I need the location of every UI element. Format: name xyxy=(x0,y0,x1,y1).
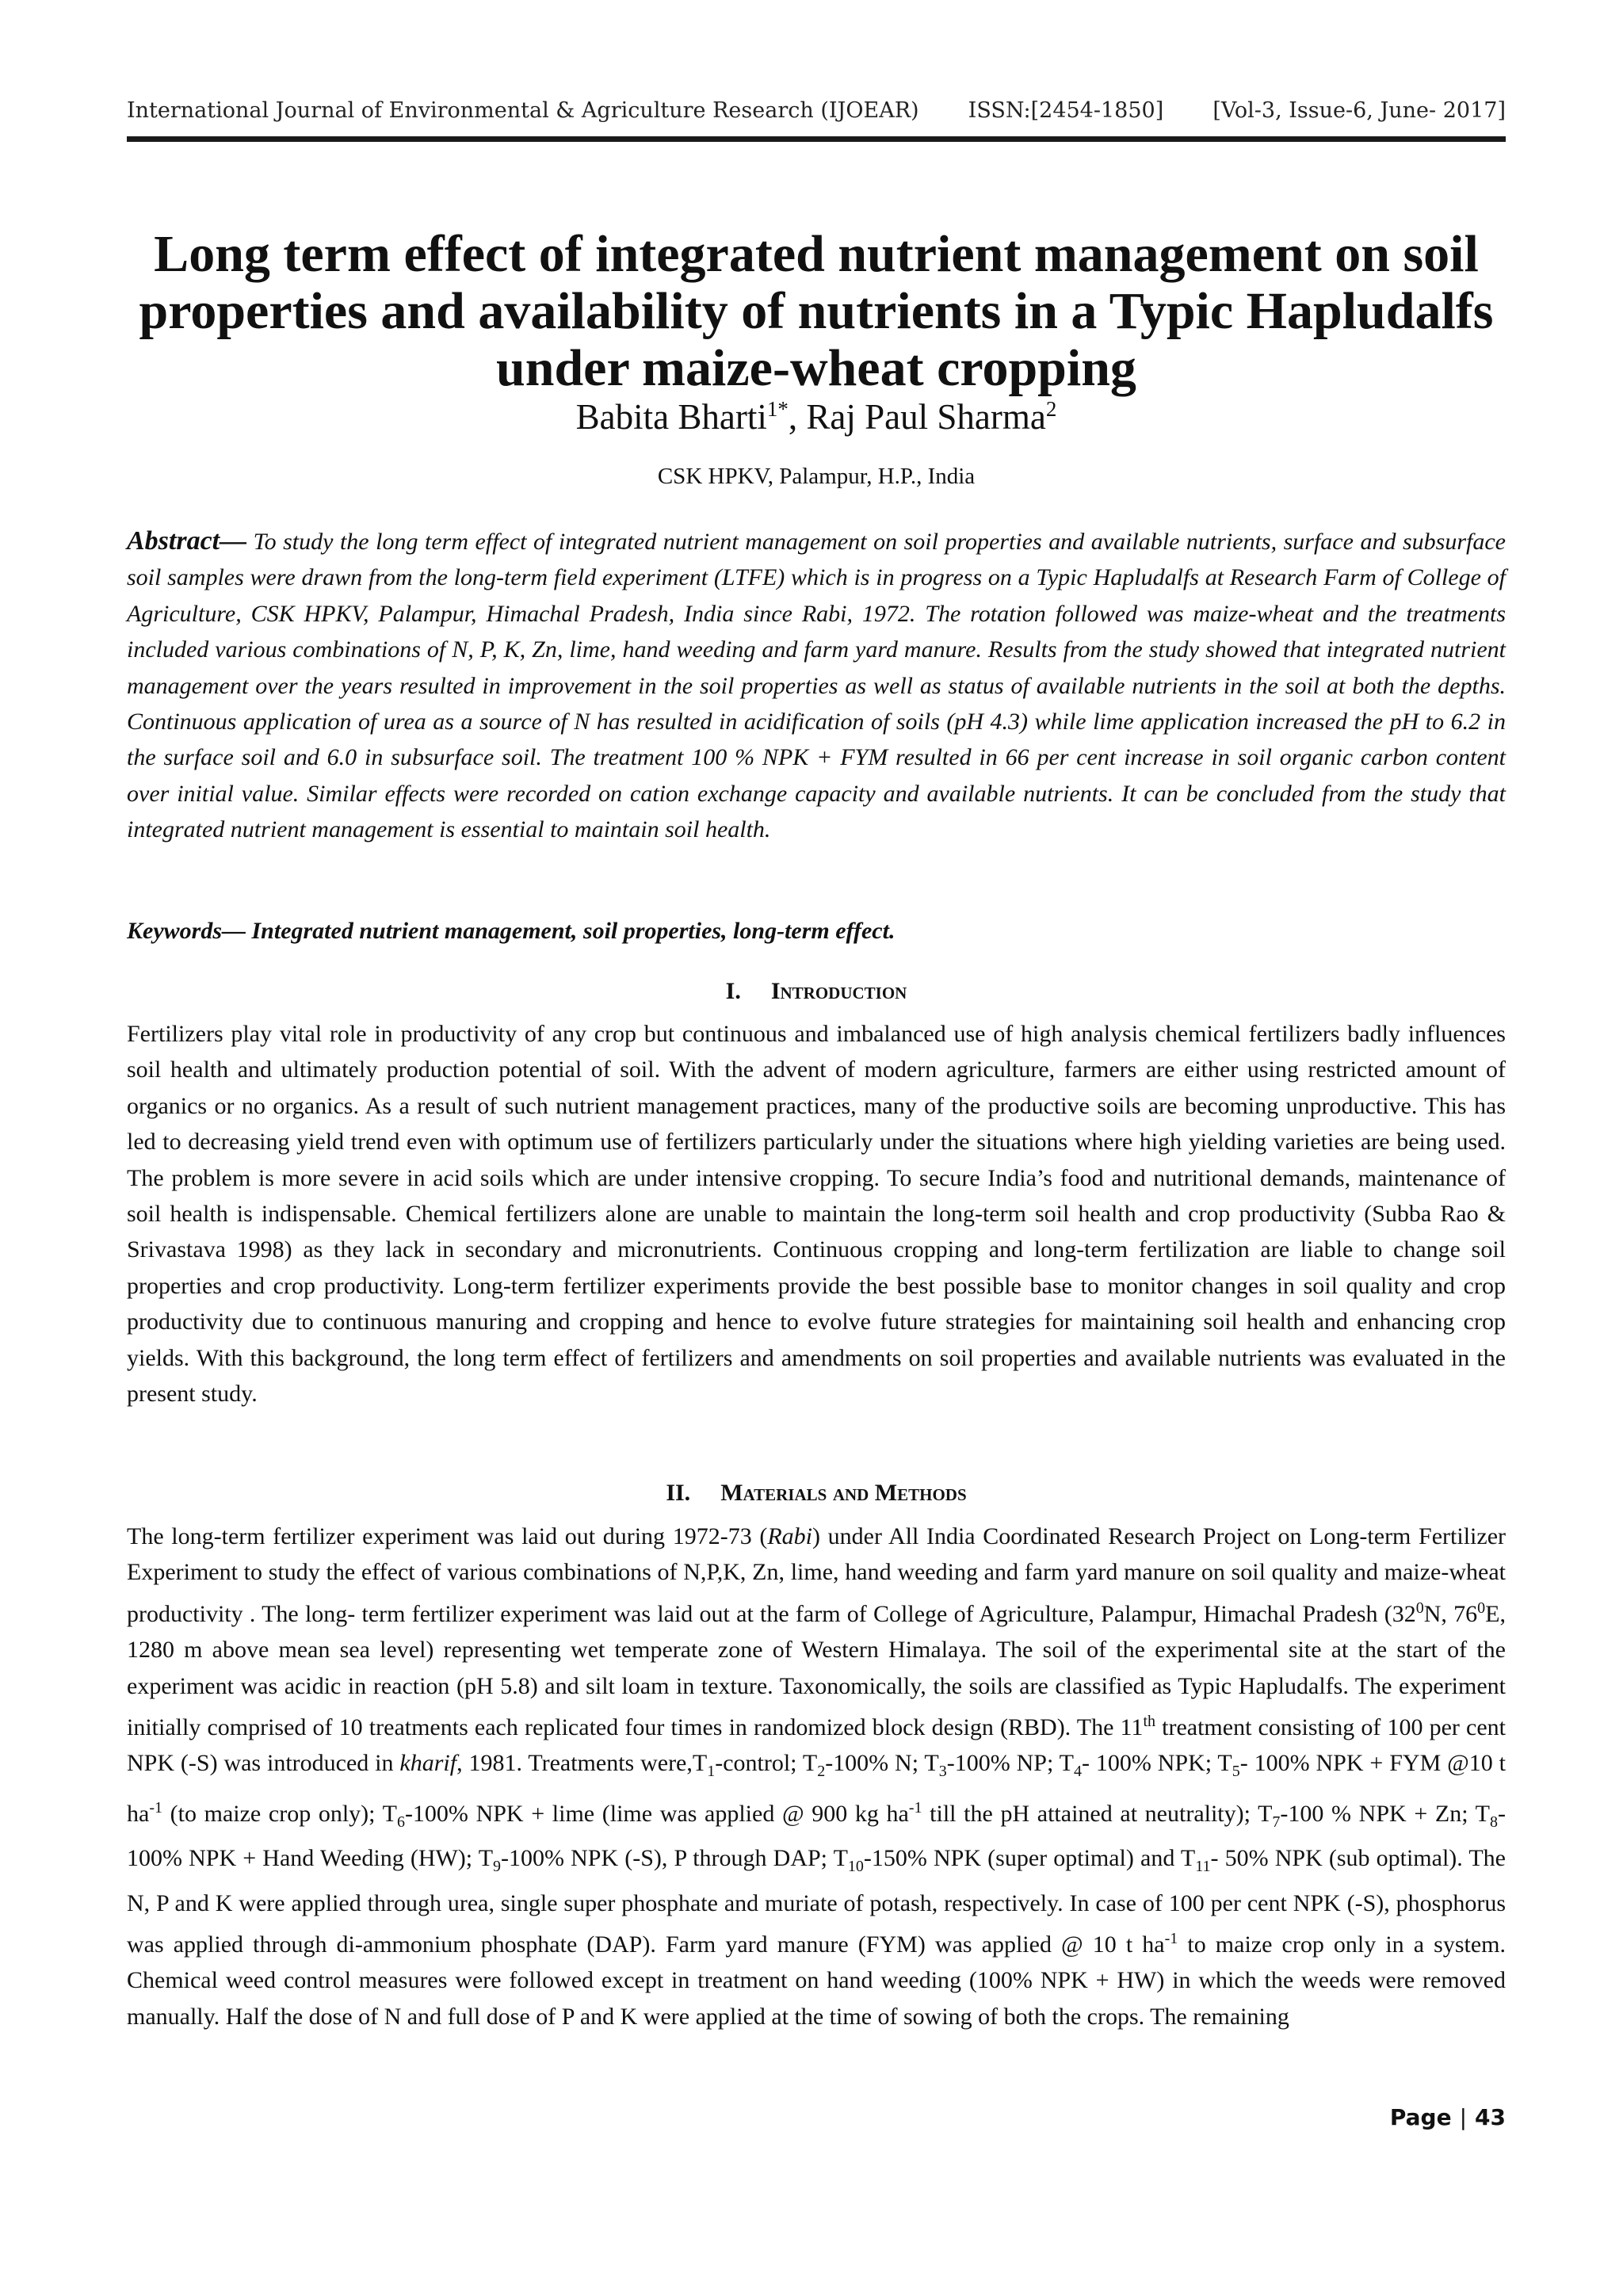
journal-name: International Journal of Environmental & Agriculture Research (IJOEAR) xyxy=(127,98,919,123)
section-number: I. xyxy=(725,978,741,1004)
journal-volume: [Vol-3, Issue-6, June- 2017] xyxy=(1212,98,1506,123)
keywords: Keywords— Integrated nutrient management, soil properties, long-term effect. xyxy=(127,918,896,944)
page-label: Page xyxy=(1389,2104,1452,2130)
introduction-paragraph: Fertilizers play vital role in productivity of any crop but continuous and imbalanced use of high analysis chemical fertilizers badly influences soil health and ultimately production potential of soil. With the advent of modern agriculture, farmers are either using restricted amount of organics or no organics. As a result of such nutrient management practices, many of the productive soils are becoming unproductive. This has led to decreasing yield trend even with optimum use of fertilizers particularly under the situations where high yielding varieties are being used. The problem is more severe in acid soils which are under intensive cropping. To secure India’s food and nutritional demands, maintenance of soil health is indispensable. Chemical fertilizers alone are unable to maintain the long-term soil health and crop productivity (Subba Rao & Srivastava 1998) as they lack in secondary and micronutrients. Continuous cropping and long-term fertilization are liable to change soil properties and crop productivity. Long-term fertilizer experiments provide the best possible base to monitor changes in soil quality and crop productivity due to continuous manuring and cropping and hence to evolve future strategies for maintaining soil health and enhancing crop yields. With this background, the long term effect of fertilizers and amendments on soil properties and available nutrients was evaluated in the present study. xyxy=(127,1021,1506,1408)
page-separator: | xyxy=(1459,2104,1468,2130)
page-number xyxy=(1390,2104,1506,2130)
section-title: Materials and Methods xyxy=(720,1480,967,1506)
author-affiliation-mark: 1* xyxy=(766,397,789,421)
section-title: Introduction xyxy=(770,978,907,1004)
author-separator: , xyxy=(788,397,807,437)
abstract-text: To study the long term effect of integrated nutrient management on soil properties and available nutrients, surface and subsurface soil samples were drawn from the long-term field experiment (LTFE) which is in progress on a Typic Hapludalfs at Research Farm of College of Agriculture, CSK HPKV, Palampur, Himachal Pradesh, India since Rabi, 1972. The rotation followed was maize-wheat and the treatments included various combinations of N, P, K, Zn, lime, hand weeding and farm yard manure. Results from the study showed that integrated nutrient management over the years resulted in improvement in the soil properties as well as status of available nutrients in the soil at both the depths. Continuous application of urea as a source of N has resulted in acidification of soils (pH 4.3) while lime application increased the pH to 6.2 in the surface soil and 6.0 in subsurface soil. The treatment 100 % NPK + FYM resulted in 66 per cent increase in soil organic carbon content over initial value. Similar effects were recorded on cation exchange capacity and available nutrients. It can be concluded from the study that integrated nutrient management is essential to maintain soil health. xyxy=(127,529,1506,843)
methods-paragraph: The long-term fertilizer experiment was laid out during 1972-73 (Rabi) under All India Coordinated Research Project on Long-term Fertilizer Experiment to study the effect of various combinations of N,P,K, Zn, lime, hand weeding and farm yard manure on soil quality and maize-wheat productivity . The long- term fertilizer experiment was laid out at the farm of College of Agriculture, Palampur, Himachal Pradesh ($32^0N$, $76^0E$, 1280 m above mean sea level) representing wet temperate zone of Western Himalaya. The soil of the experimental site at the start of the experiment was acidic in reaction (pH 5.8) and silt loam in texture. Taxonomically, the soils are classified as Typic Hapludalfs. The experiment initially comprised of 10 treatments each replicated four times in randomized block design (RBD). The 11th treatment consisting of 100 per cent NPK (-S) was introduced in kharif, 1981. Treatments $were,T_1$-control; $T_2-100\%$ N; $T_3-100\%$ NP; $T_4-$ 100% NPK; $T_5-$ 100% NPK + FYM @10 t $ha^{-1}$ (to maize crop only); $T_6-100\%$ NPK + lime (lime was applied @ 900 kg $ha^{-1}$ till the pH attained at neutrality); $T_7-100$ % NPK + Zn; $T_8-100\%$ NPK + Hand Weeding (HW); $T_9-100\%$ NPK (-S), P through DAP; $T_{10}-150\%$ NPK (super optimal) and $T_{11}-$ 50% NPK (sub optimal). The N, P and K were applied through urea, single super phosphate and muriate of potash, respectively. In case of 100 per cent NPK (-S), phosphorus was applied through di-ammonium phosphate (DAP). Farm yard manure (FYM) was applied @ 10 t $ha^{-1}$ to maize crop only in a system. Chemical weed control measures were followed except in treatment on hand weeding (100% NPK + HW) in which the weeds were removed manually. Half the dose of N and full dose of P and K were applied at the time of sowing of both the crops. The remaining xyxy=(127,1523,1507,2030)
author-name: Babita Bharti xyxy=(575,397,767,437)
section-heading-methods xyxy=(127,1480,1506,1507)
author-affiliation-mark: 2 xyxy=(1045,397,1057,421)
abstract-label: Abstract— xyxy=(127,526,247,556)
journal-issn: ISSN:[2454-1850] xyxy=(968,98,1164,123)
author-line xyxy=(127,396,1506,437)
affiliation: CSK HPKV, Palampur, H.P., India xyxy=(657,464,976,489)
paper-title: Long term effect of integrated nutrient management on soil properties and availability of nutrients in a Typic Hapludalfs under maize-wheat cropping xyxy=(139,225,1494,397)
section-number: II. xyxy=(666,1480,691,1506)
section-heading-introduction xyxy=(127,978,1506,1005)
header-rule xyxy=(127,136,1506,142)
abstract xyxy=(127,523,1506,848)
page-number-value: 43 xyxy=(1475,2104,1506,2130)
author-name: Raj Paul Sharma xyxy=(806,397,1046,437)
running-header xyxy=(127,98,1506,123)
